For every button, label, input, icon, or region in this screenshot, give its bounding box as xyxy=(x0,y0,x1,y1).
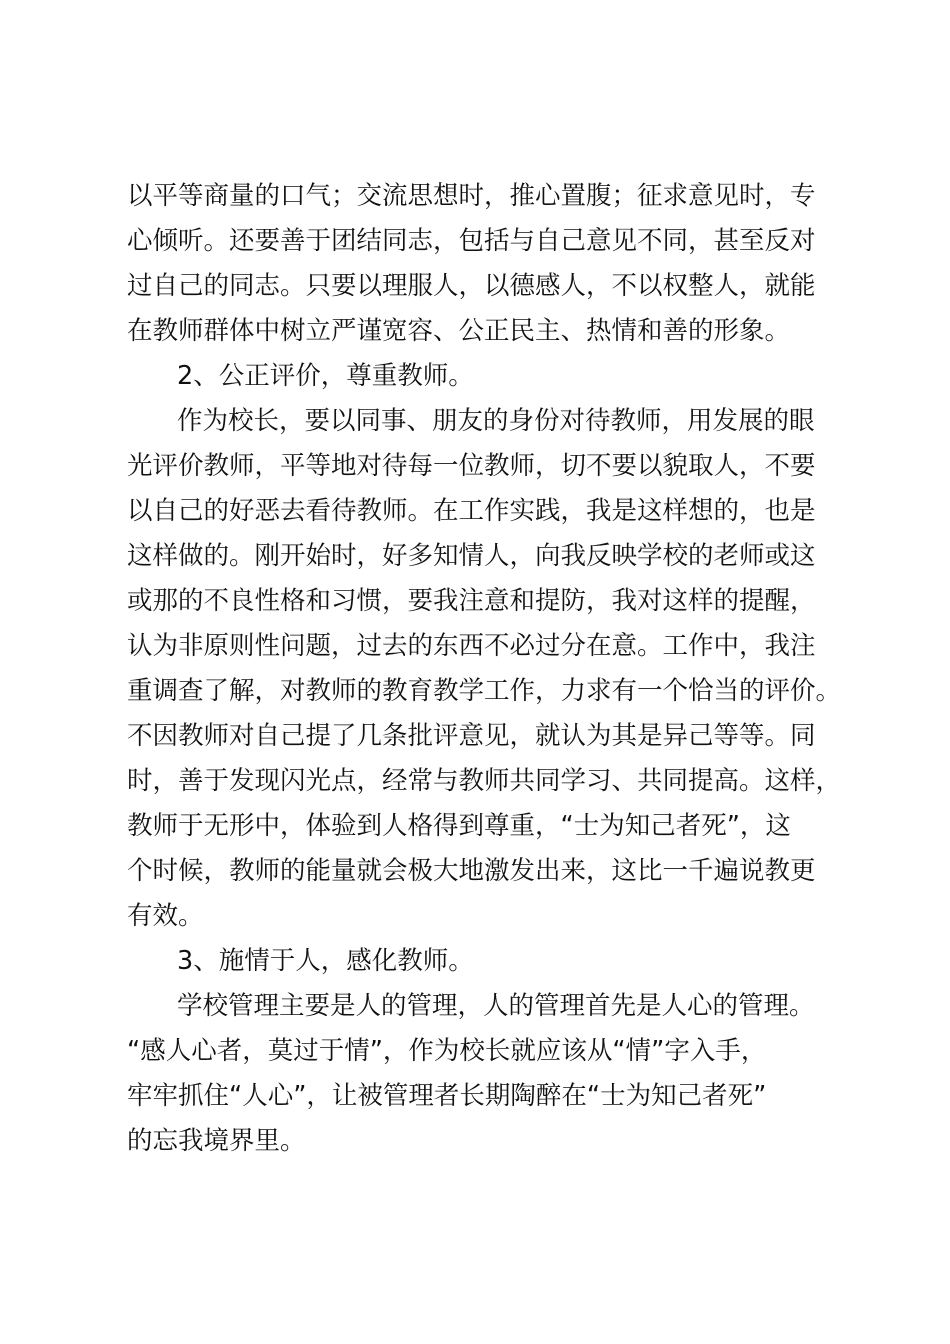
text-line: 认为非原则性问题，过去的东西不必过分在意。工作中，我注 xyxy=(127,631,816,661)
section-heading: 2、公正评价，尊重教师。 xyxy=(177,361,474,391)
text-line: 光评价教师，平等地对待每一位教师，切不要以貌取人，不要 xyxy=(127,451,816,481)
text-line: 时，善于发现闪光点，经常与教师共同学习、共同提高。这样， xyxy=(127,766,842,796)
text-line: 有效。 xyxy=(127,901,204,931)
text-line: 过自己的同志。只要以理服人，以德感人，不以权整人，就能 xyxy=(127,271,816,301)
text-line: 重调查了解，对教师的教育教学工作，力求有一个恰当的评价。 xyxy=(127,676,842,706)
text-line: 牢牢抓住“人心”，让被管理者长期陶醉在“士为知己者死” xyxy=(127,1081,767,1111)
text-line: 或那的不良性格和习惯，要我注意和提防，我对这样的提醒， xyxy=(127,586,816,616)
text-line: 学校管理主要是人的管理，人的管理首先是人心的管理。 xyxy=(177,991,815,1021)
text-line: 心倾听。还要善于团结同志，包括与自己意见不同，甚至反对 xyxy=(127,226,816,256)
text-line: 的忘我境界里。 xyxy=(127,1126,306,1156)
text-line: 不因教师对自己提了几条批评意见，就认为其是异己等等。同 xyxy=(127,721,816,751)
text-line: 这样做的。刚开始时，好多知情人，向我反映学校的老师或这 xyxy=(127,541,816,571)
section-heading: 3、施情于人，感化教师。 xyxy=(177,946,474,976)
text-line: 在教师群体中树立严谨宽容、公正民主、热情和善的形象。 xyxy=(127,316,791,346)
text-line: 教师于无形中，体验到人格得到尊重，“士为知己者死”，这 xyxy=(127,811,791,841)
text-line: 个时候，教师的能量就会极大地激发出来，这比一千遍说教更 xyxy=(127,856,816,886)
body-text xyxy=(127,174,842,1164)
text-line: 以平等商量的口气；交流思想时，推心置腹；征求意见时，专 xyxy=(127,181,816,211)
text-line: 以自己的好恶去看待教师。在工作实践，我是这样想的，也是 xyxy=(127,496,816,526)
text-line: “感人心者，莫过于情”，作为校长就应该从“情”字入手， xyxy=(127,1036,767,1066)
text-line: 作为校长，要以同事、朋友的身份对待教师，用发展的眼 xyxy=(177,406,815,436)
